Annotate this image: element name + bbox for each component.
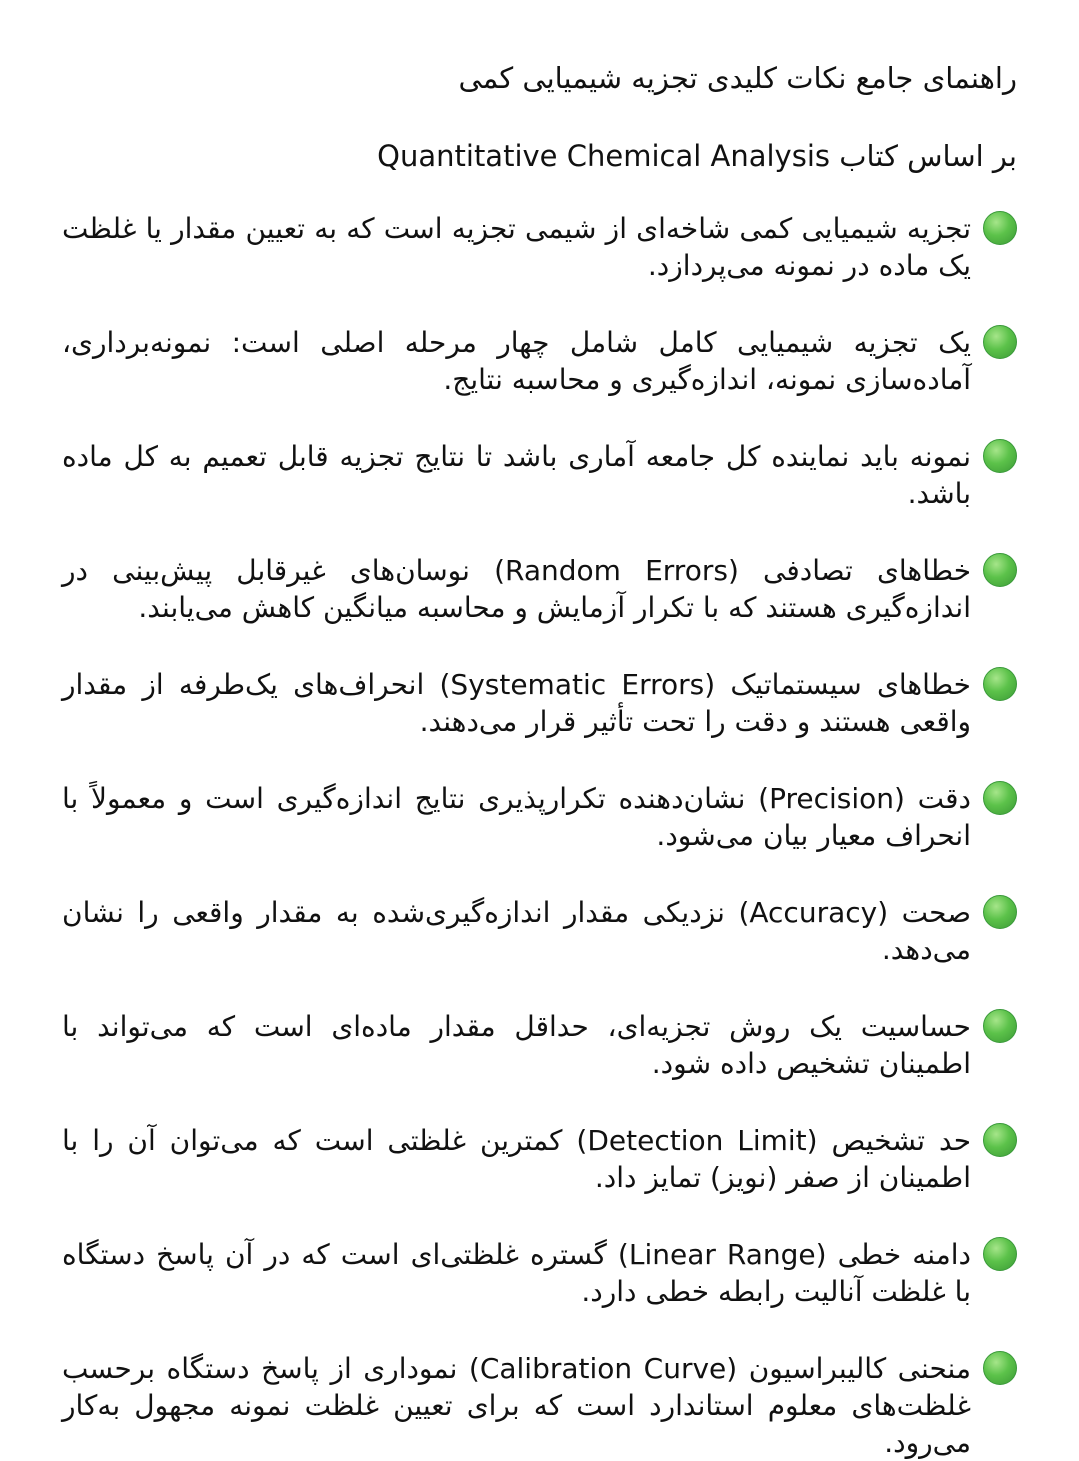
list-item-text: دامنه خطی (Linear Range) گستره غلظتی‌ای است که در آن پاسخ دستگاه با غلظت آنالیت رابطه خطی دارد.: [62, 1238, 971, 1308]
green-circle-icon: [983, 667, 1017, 701]
list-item-text: خطاهای سیستماتیک (Systematic Errors) انحراف‌های یک‌طرفه از مقدار واقعی هستند و دقت را تحت تأثیر قرار می‌دهند.: [62, 668, 971, 738]
document-subtitle: بر اساس کتاب Quantitative Chemical Analysis: [377, 139, 1017, 173]
list-item-text: حساسیت یک روش تجزیه‌ای، حداقل مقدار ماده‌ای است که می‌تواند با اطمینان تشخیص داده شود.: [62, 1010, 971, 1080]
list-item-text: خطاهای تصادفی (Random Errors) نوسان‌های غیرقابل پیش‌بینی در اندازه‌گیری هستند که با تکرار آزمایش و محاسبه میانگین کاهش می‌یابند.: [62, 554, 971, 624]
green-circle-icon: [983, 781, 1017, 815]
green-circle-icon: [983, 1351, 1017, 1385]
list-item-text: صحت (Accuracy) نزدیکی مقدار اندازه‌گیری‌شده به مقدار واقعی را نشان می‌دهد.: [62, 896, 971, 966]
document-title: راهنمای جامع نکات کلیدی تجزیه شیمیایی کمی: [458, 61, 1017, 95]
green-circle-icon: [983, 439, 1017, 473]
list-item: [62, 552, 1017, 626]
list-item: [62, 1236, 1017, 1310]
list-item-text: منحنی کالیبراسیون (Calibration Curve) نموداری از پاسخ دستگاه برحسب غلظت‌های معلوم استاندارد است که برای تعیین غلظت نمونه مجهول به‌کار می‌رود.: [62, 1352, 971, 1459]
list-item: [62, 438, 1017, 512]
green-circle-icon: [983, 553, 1017, 587]
list-item-text: نمونه باید نماینده کل جامعه آماری باشد تا نتایج تجزیه قابل تعمیم به کل ماده باشد.: [62, 440, 971, 510]
list-item: [62, 1350, 1017, 1461]
list-item: [62, 210, 1017, 284]
green-circle-icon: [983, 1123, 1017, 1157]
list-item: [62, 1122, 1017, 1196]
key-points-list: [62, 210, 1017, 1461]
list-item: [62, 666, 1017, 740]
green-circle-icon: [983, 895, 1017, 929]
list-item-text: یک تجزیه شیمیایی کامل شامل چهار مرحله اصلی است: نمونه‌برداری، آماده‌سازی نمونه، اندازه‌گیری و محاسبه نتایج.: [62, 326, 971, 396]
list-item: [62, 780, 1017, 854]
list-item: [62, 324, 1017, 398]
green-circle-icon: [983, 1009, 1017, 1043]
list-item-text: حد تشخیص (Detection Limit) کمترین غلظتی است که می‌توان آن را با اطمینان از صفر (نویز) تمایز داد.: [62, 1124, 972, 1194]
list-item: [62, 1008, 1017, 1082]
list-item-text: دقت (Precision) نشان‌دهنده تکرارپذیری نتایج اندازه‌گیری است و معمولاً با انحراف معیار بیان می‌شود.: [62, 782, 971, 852]
green-circle-icon: [983, 1237, 1017, 1271]
green-circle-icon: [983, 325, 1017, 359]
list-item-text: تجزیه شیمیایی کمی شاخه‌ای از شیمی تجزیه است که به تعیین مقدار یا غلظت یک ماده در نمونه می‌پردازد.: [62, 212, 971, 282]
green-circle-icon: [983, 211, 1017, 245]
list-item: [62, 894, 1017, 968]
